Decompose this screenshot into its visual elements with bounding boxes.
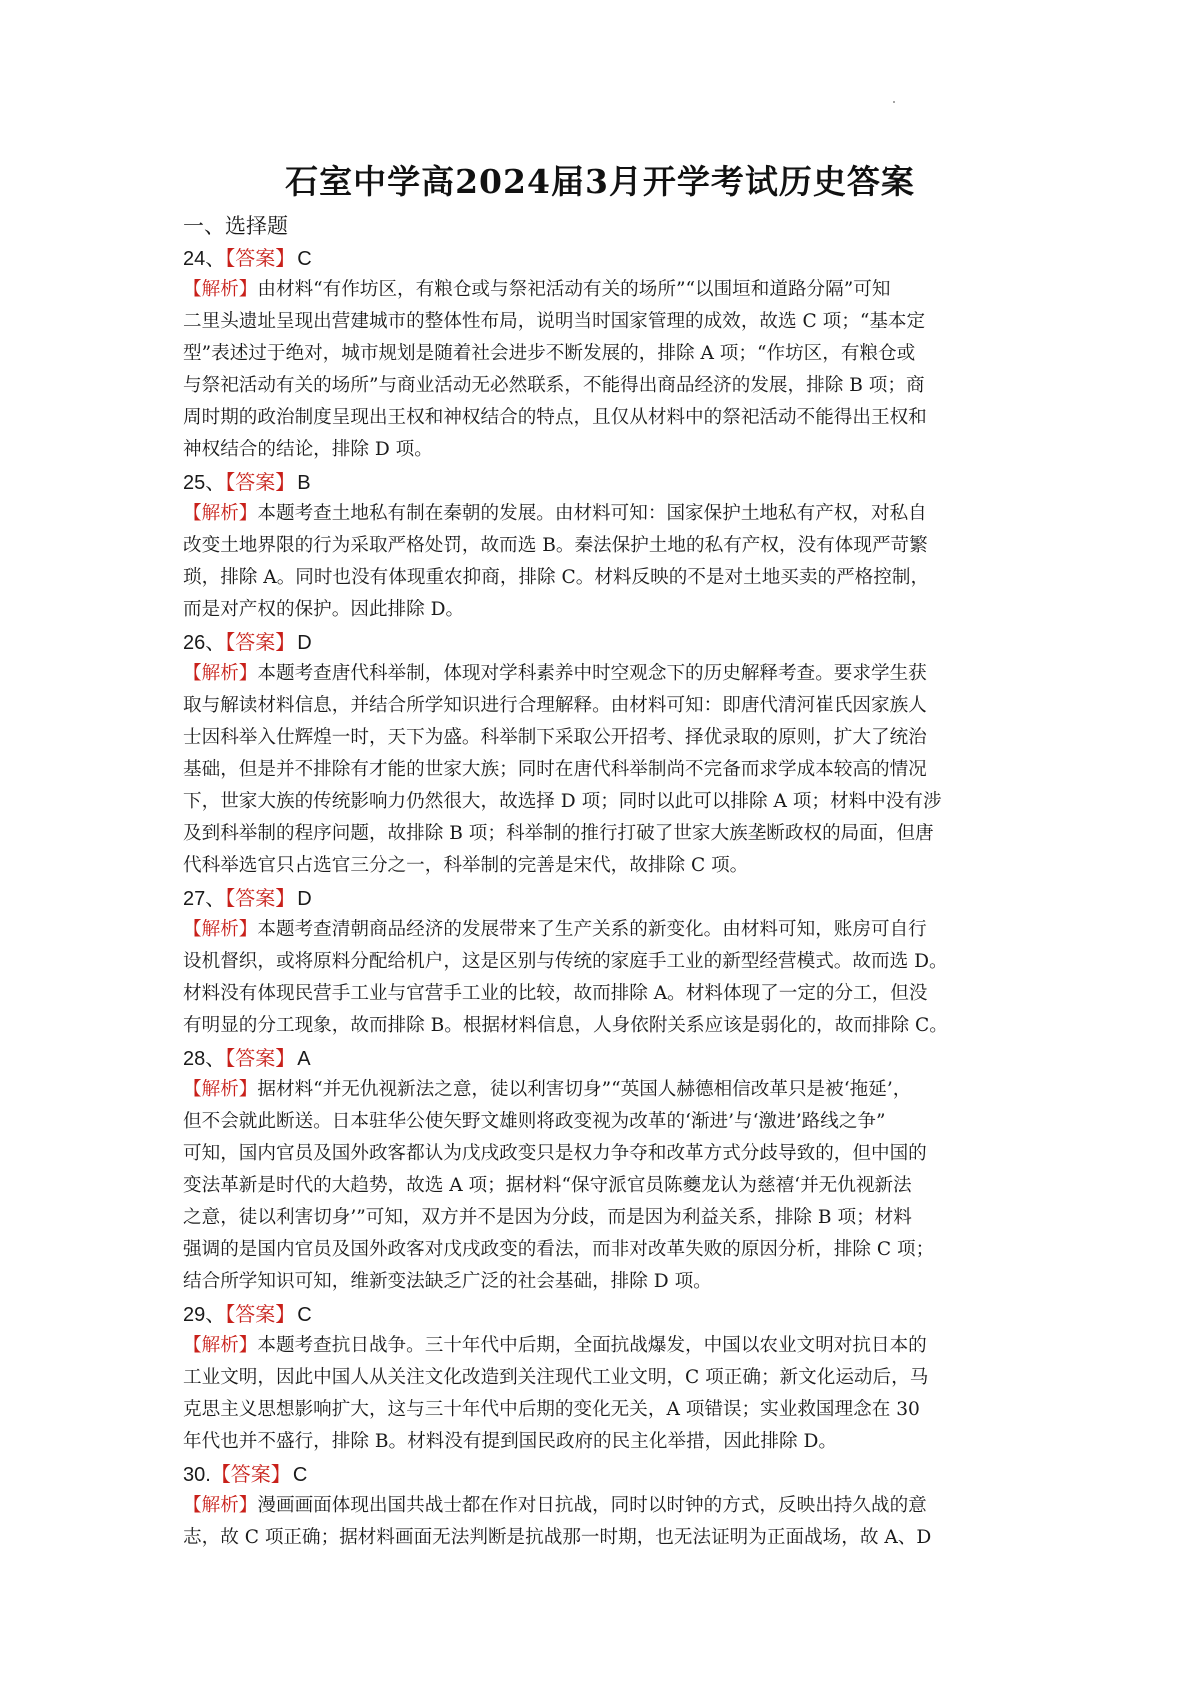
analysis-line: [183, 786, 1028, 818]
question-item: [183, 882, 1028, 1042]
analysis-text: 克思主义思想影响扩大，这与三十年代中后期的变化无关，A 项错误；实业救国理念在 30: [183, 1399, 920, 1420]
answer-line: [183, 242, 1028, 274]
page-title: 石室中学高2024届3月开学考试历史答案: [285, 162, 915, 201]
analysis-text: 取与解读材料信息，并结合所学知识进行合理解释。由材料可知：即唐代清河崔氏因家族人: [183, 695, 927, 716]
scan-speck: [893, 101, 895, 103]
analysis-text: 本题考查清朝商品经济的发展带来了生产关系的新变化。由材料可知，账房可自行: [257, 919, 927, 940]
question-number: 25、: [183, 472, 226, 494]
analysis-paragraph: [183, 498, 1028, 626]
analysis-paragraph: [183, 658, 1028, 882]
analysis-text: 改变土地界限的行为采取严格处罚，故而选 B。秦法保护土地的私有产权，没有体现严苛繁: [183, 535, 928, 556]
answer-line: [183, 466, 1028, 498]
analysis-line: [183, 1394, 1028, 1426]
analysis-text: 与祭祀活动有关的场所”与商业活动无必然联系，不能得出商品经济的发展，排除 B 项；商: [183, 375, 925, 396]
analysis-text: 漫画画面体现出国共战士都在作对日抗战，同时以时钟的方式，反映出持久战的意: [257, 1495, 927, 1516]
analysis-tag: 【解析】: [183, 503, 258, 524]
answer-value: B: [297, 472, 311, 494]
question-number: 30.: [183, 1464, 211, 1486]
analysis-paragraph: [183, 914, 1028, 1042]
analysis-line: [183, 1266, 1028, 1298]
analysis-text: 本题考查唐代科举制，体现对学科素养中时空观念下的历史解释考查。要求学生获: [257, 663, 927, 684]
analysis-tag: 【解析】: [183, 919, 258, 940]
analysis-text: 周时期的政治制度呈现出王权和神权结合的特点，且仅从材料中的祭祀活动不能得出王权和: [183, 407, 927, 428]
analysis-line: [183, 530, 1028, 562]
analysis-line: [183, 658, 1028, 690]
analysis-text: 工业文明，因此中国人从关注文化改造到关注现代工业文明，C 项正确；新文化运动后，马: [183, 1367, 929, 1388]
answer-value: D: [297, 888, 312, 910]
analysis-tag: 【解析】: [183, 279, 258, 300]
analysis-text: 二里头遗址呈现出营建城市的整体性布局，说明当时国家管理的成效，故选 C 项；“基本定: [183, 311, 926, 332]
analysis-line: [183, 370, 1028, 402]
analysis-paragraph: [183, 1490, 1028, 1554]
analysis-line: [183, 498, 1028, 530]
analysis-line: [183, 1074, 1028, 1106]
analysis-text: 之意，徒以利害切身’”可知，双方并不是因为分歧，而是因为利益关系，排除 B 项；材料: [183, 1207, 912, 1228]
analysis-line: [183, 1010, 1028, 1042]
section-heading: 一、选择题: [183, 214, 288, 238]
analysis-line: [183, 1426, 1028, 1458]
analysis-text: 设机督织，或将原料分配给机户，这是区别与传统的家庭手工业的新型经营模式。故而选 D。: [183, 951, 948, 972]
answer-tag: 【答案】: [225, 886, 296, 910]
analysis-line: [183, 594, 1028, 626]
question-number: 29、: [183, 1304, 226, 1326]
answer-content: [183, 210, 1028, 1554]
answer-tag: 【答案】: [225, 1302, 296, 1326]
answer-line: [183, 1298, 1028, 1330]
question-number: 28、: [183, 1048, 226, 1070]
question-item: [183, 466, 1028, 626]
analysis-text: 琐，排除 A。同时也没有体现重农抑商，排除 C。材料反映的不是对土地买卖的严格控制，: [183, 567, 930, 588]
answer-tag: 【答案】: [225, 246, 296, 270]
analysis-line: [183, 754, 1028, 786]
analysis-text: 基础，但是并不排除有才能的世家大族；同时在唐代科举制尚不完备而求学成本较高的情况: [183, 759, 927, 780]
analysis-text: 据材料“并无仇视新法之意，徒以利害切身”“英国人赫德相信改革只是被‘拖延’，: [257, 1079, 912, 1100]
answer-line: [183, 626, 1028, 658]
analysis-tag: 【解析】: [183, 663, 258, 684]
analysis-text: 而是对产权的保护。因此排除 D。: [183, 599, 465, 620]
analysis-line: [183, 434, 1028, 466]
question-item: [183, 1298, 1028, 1458]
analysis-text: 下，世家大族的传统影响力仍然很大，故选择 D 项；同时以此可以排除 A 项；材料中没有涉: [183, 791, 942, 812]
analysis-line: [183, 1234, 1028, 1266]
analysis-line: [183, 1362, 1028, 1394]
answer-tag: 【答案】: [210, 1462, 291, 1486]
analysis-line: [183, 1106, 1028, 1138]
analysis-text: 士因科举入仕辉煌一时，天下为盛。科举制下采取公开招考、择优录取的原则，扩大了统治: [183, 727, 927, 748]
analysis-text: 志，故 C 项正确；据材料画面无法判断是抗战那一时期，也无法证明为正面战场，故 A、D: [183, 1527, 932, 1548]
answer-tag: 【答案】: [225, 470, 296, 494]
answer-tag: 【答案】: [225, 630, 296, 654]
analysis-line: [183, 1522, 1028, 1554]
answer-value: D: [297, 632, 312, 654]
analysis-text: 有明显的分工现象，故而排除 B。根据材料信息，人身依附关系应该是弱化的，故而排除 C。: [183, 1015, 948, 1036]
question-list: [183, 242, 1028, 1554]
analysis-text: 及到科举制的程序问题，故排除 B 项；科举制的推行打破了世家大族垄断政权的局面，但唐: [183, 823, 934, 844]
answer-line: [183, 1458, 1028, 1490]
question-item: [183, 626, 1028, 882]
question-number: 27、: [183, 888, 226, 910]
analysis-line: [183, 1330, 1028, 1362]
analysis-line: [183, 914, 1028, 946]
analysis-text: 强调的是国内官员及国外政客对戊戌政变的看法，而非对改革失败的原因分析，排除 C 项；: [183, 1239, 935, 1260]
answer-value: C: [292, 1464, 308, 1486]
analysis-line: [183, 338, 1028, 370]
answer-value: A: [297, 1048, 311, 1070]
answer-line: [183, 1042, 1028, 1074]
analysis-text: 但不会就此断送。日本驻华公使矢野文雄则将政变视为改革的‘渐进’与‘激进’路线之争”: [183, 1111, 886, 1132]
analysis-text: 型”表述过于绝对，城市规划是随着社会进步不断发展的，排除 A 项；“作坊区，有粮仓或: [183, 343, 916, 364]
analysis-text: 本题考查土地私有制在秦朝的发展。由材料可知：国家保护土地私有产权，对私自: [257, 503, 927, 524]
question-number: 24、: [183, 248, 226, 270]
analysis-text: 可知，国内官员及国外政客都认为戊戌政变只是权力争夺和改革方式分歧导致的，但中国的: [183, 1143, 927, 1164]
analysis-paragraph: [183, 274, 1028, 466]
analysis-line: [183, 722, 1028, 754]
analysis-tag: 【解析】: [183, 1079, 258, 1100]
analysis-line: [183, 946, 1028, 978]
analysis-line: [183, 1138, 1028, 1170]
analysis-line: [183, 850, 1028, 882]
analysis-text: 结合所学知识可知，维新变法缺乏广泛的社会基础，排除 D 项。: [183, 1271, 712, 1292]
analysis-line: [183, 306, 1028, 338]
analysis-text: 神权结合的结论，排除 D 项。: [183, 439, 433, 460]
question-item: [183, 1458, 1028, 1554]
answer-value: C: [297, 248, 312, 270]
analysis-line: [183, 1202, 1028, 1234]
analysis-text: 本题考查抗日战争。三十年代中后期，全面抗战爆发，中国以农业文明对抗日本的: [257, 1335, 927, 1356]
analysis-text: 材料没有体现民营手工业与官营手工业的比较，故而排除 A。材料体现了一定的分工，但没: [183, 983, 928, 1004]
analysis-line: [183, 274, 1028, 306]
analysis-line: [183, 402, 1028, 434]
analysis-text: 年代也并不盛行，排除 B。材料没有提到国民政府的民主化举措，因此排除 D。: [183, 1431, 837, 1452]
analysis-line: [183, 1170, 1028, 1202]
answer-line: [183, 882, 1028, 914]
analysis-tag: 【解析】: [183, 1335, 258, 1356]
analysis-paragraph: [183, 1330, 1028, 1458]
answer-value: C: [297, 1304, 312, 1326]
answer-tag: 【答案】: [225, 1046, 296, 1070]
question-number: 26、: [183, 632, 226, 654]
question-item: [183, 1042, 1028, 1298]
analysis-text: 由材料“有作坊区，有粮仓或与祭祀活动有关的场所”“以围垣和道路分隔”可知: [257, 279, 891, 300]
analysis-paragraph: [183, 1074, 1028, 1298]
analysis-line: [183, 690, 1028, 722]
analysis-text: 代科举选官只占选官三分之一，科举制的完善是宋代，故排除 C 项。: [183, 855, 749, 876]
analysis-line: [183, 818, 1028, 850]
analysis-line: [183, 1490, 1028, 1522]
question-item: [183, 242, 1028, 466]
analysis-line: [183, 562, 1028, 594]
analysis-line: [183, 978, 1028, 1010]
analysis-tag: 【解析】: [183, 1495, 258, 1516]
analysis-text: 变法革新是时代的大趋势，故选 A 项；据材料“保守派官员陈夔龙认为慈禧‘并无仇视新法: [183, 1175, 912, 1196]
